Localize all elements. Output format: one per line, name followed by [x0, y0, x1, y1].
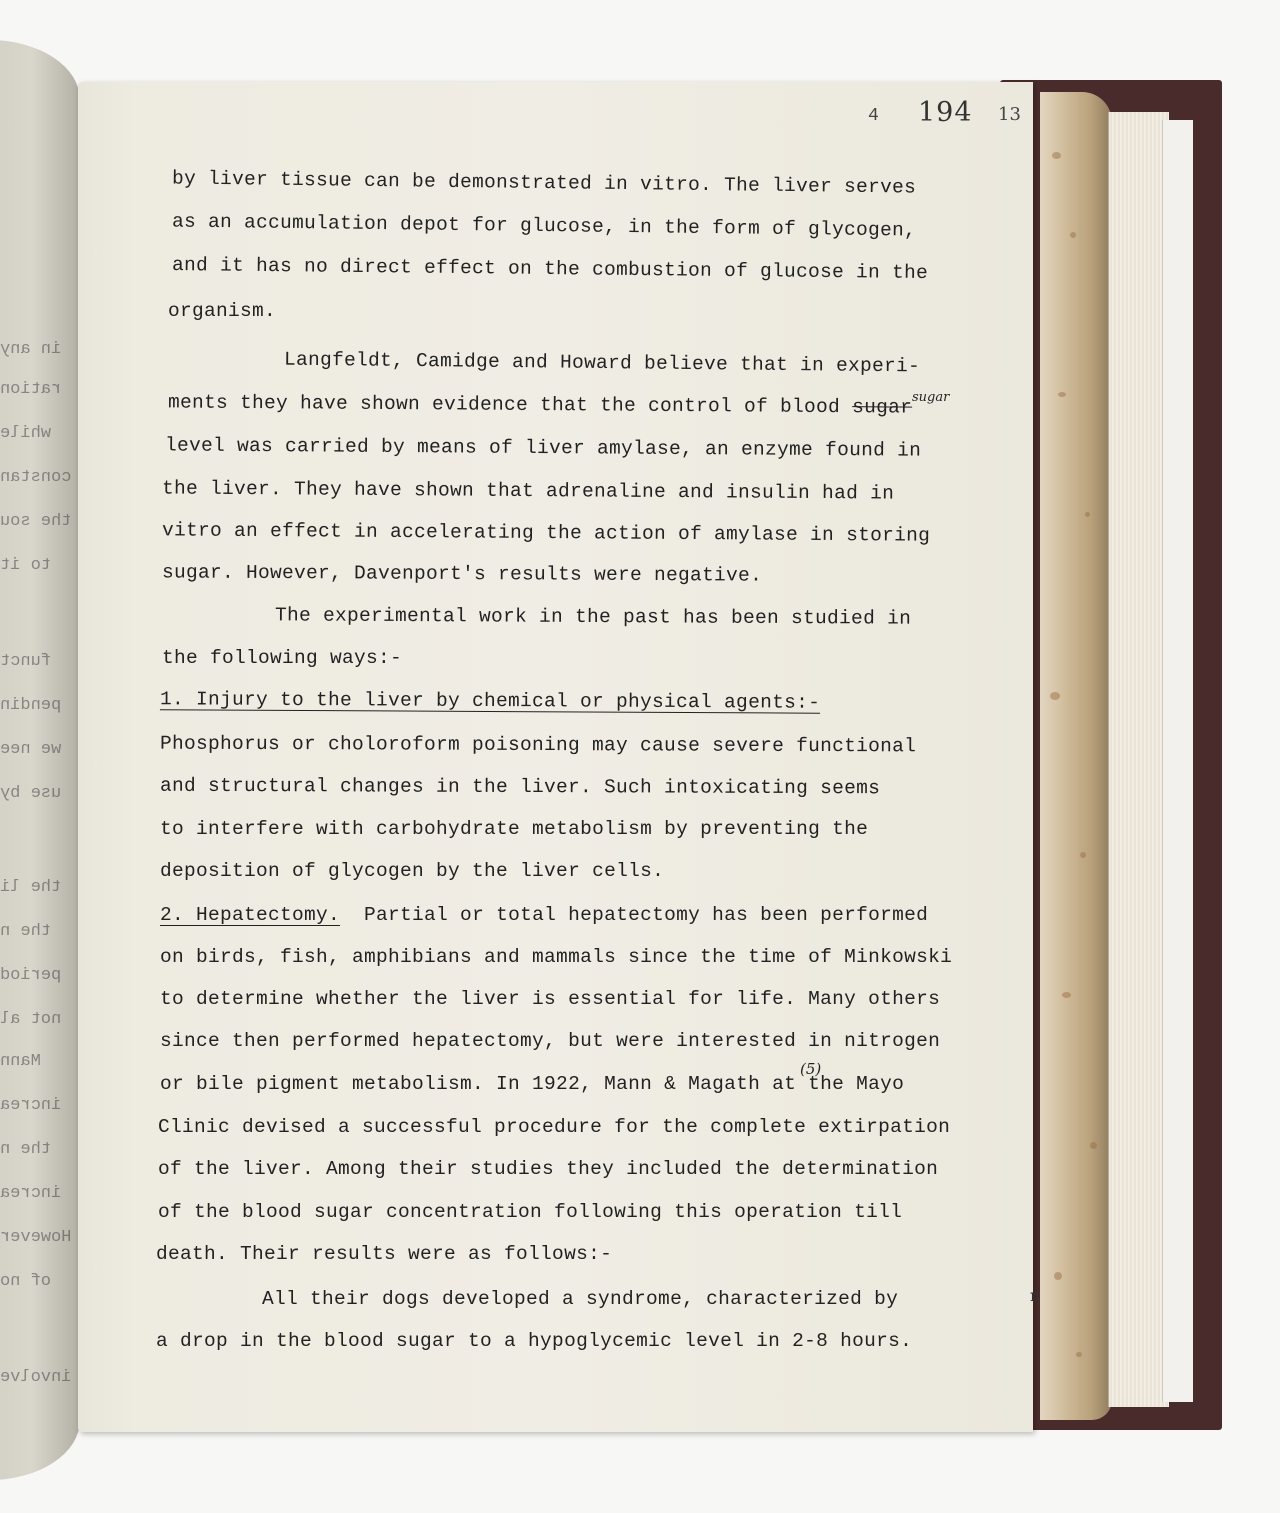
left-fragment: increa [0, 1184, 62, 1203]
page-stack-foxed [1040, 92, 1112, 1420]
text-line: deposition of glycogen by the liver cells. [160, 860, 665, 882]
left-fragment: involve [0, 1368, 72, 1387]
section-heading-2: 2. Hepatectomy. [160, 904, 341, 926]
section-heading-1: 1. Injury to the liver by chemical or physical agents:- [159, 688, 821, 714]
page-edges [1108, 112, 1169, 1407]
text-line: and structural changes in the liver. Such intoxicating seems [159, 774, 881, 800]
text-line: Langfeldt, Camidge and Howard believe that in experi- [283, 348, 921, 378]
text-line: organism. [168, 300, 277, 322]
left-fragment: Mann [0, 1052, 41, 1071]
text-line: of the liver. Among their studies they included the determination [158, 1158, 939, 1180]
text-line: since then performed hepatectomy, but were interested in nitrogen [160, 1030, 941, 1052]
left-fragment: constan [0, 468, 72, 487]
handwritten-correction: sugar [912, 390, 950, 405]
text-line: on birds, fish, amphibians and mammals since the time of Minkowski [160, 946, 953, 968]
left-fragment: while [0, 424, 52, 443]
left-facing-page [0, 40, 80, 1480]
text-line: of the blood sugar concentration following this operation till [158, 1201, 903, 1223]
text-line: the liver. They have shown that adrenaline and insulin had in [161, 477, 895, 505]
text-line: to interfere with carbohydrate metabolism by preventing the [160, 818, 869, 840]
text-line: vitro an effect in accelerating the action of amylase in storing [161, 519, 931, 547]
stamped-page-number: 194 [918, 97, 973, 128]
stamp-mark: 4 [868, 106, 879, 126]
text-line-main: Partial or total hepatectomy has been performed [364, 904, 929, 926]
text-line: The experimental work in the past has been studied in [274, 604, 912, 630]
left-fragment: to it [0, 556, 52, 575]
text-line: a drop in the blood sugar to a hypoglycemic level in 2-8 hours. [156, 1330, 913, 1352]
left-fragment: funct [0, 652, 52, 671]
text-line: Clinic devised a successful procedure for the complete extirpation [158, 1116, 951, 1138]
left-fragment: the sou [0, 512, 72, 531]
left-fragment: use by [0, 784, 62, 803]
citation-number: (5) [800, 1060, 822, 1078]
left-fragment: period [0, 966, 62, 985]
text-line: All their dogs developed a syndrome, characterized by [262, 1288, 899, 1310]
text-line [160, 904, 928, 926]
left-fragment: the n [0, 1140, 52, 1159]
text-line-main: ments they have shown evidence that the control of blood [167, 391, 841, 419]
text-line: the following ways:- [162, 647, 403, 669]
left-fragment: ration [0, 380, 62, 399]
left-fragment: pendin [0, 696, 62, 715]
left-fragment: the li [0, 878, 62, 897]
text-line: by liver tissue can be demonstrated in vitro. The liver serves [171, 167, 917, 199]
text-line: to determine whether the liver is essential for life. Many others [160, 988, 941, 1010]
text-line: Phosphorus or choloroform poisoning may cause severe functional [159, 732, 917, 758]
text-line: as an accumulation depot for glucose, in the form of glycogen, [171, 210, 917, 242]
left-fragment: we nee [0, 740, 62, 759]
left-fragment: the n [0, 922, 52, 941]
margin-letter: n [1030, 1286, 1041, 1305]
left-fragment: increa [0, 1096, 62, 1115]
text-line: or bile pigment metabolism. In 1922, Mann & Magath at the Mayo [160, 1073, 905, 1095]
text-line: death. Their results were as follows:- [156, 1243, 613, 1265]
typed-page-number: 13 [998, 104, 1021, 125]
struck-word: sugar [852, 396, 913, 419]
left-fragment: not al [0, 1010, 62, 1029]
end-board [1162, 120, 1193, 1402]
left-fragment: in any [0, 340, 62, 359]
left-fragment: of no [0, 1272, 52, 1291]
text-line: and it has no direct effect on the combustion of glucose in the [171, 254, 929, 284]
left-fragment: However [0, 1228, 72, 1247]
text-line: level was carried by means of liver amylase, an enzyme found in [164, 434, 922, 462]
text-line: sugar. However, Davenport's results were negative. [161, 561, 763, 587]
